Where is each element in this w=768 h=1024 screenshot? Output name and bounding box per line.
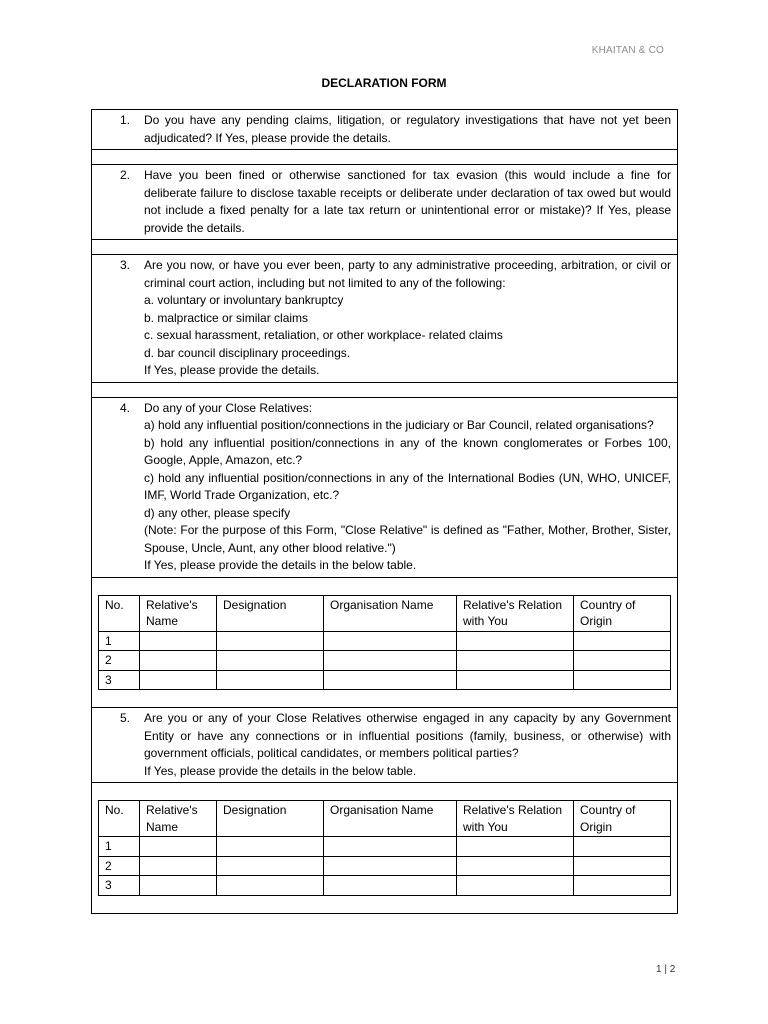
note-text: (Note: For the purpose of this Form, "Close Relative" is defined as "Father, Mother, Brother, Sister, Spouse, Uncle, Aunt, any other blood relative.") [144, 523, 671, 555]
table-cell[interactable] [574, 876, 671, 896]
question-text: Are you or any of your Close Relatives otherwise engaged in any capacity by any Government Entity or have any connections or in influential positions (family, business, or otherwise) with government officials, political candidates, or members political parties? [144, 711, 671, 760]
table-row [99, 651, 671, 671]
table-cell[interactable] [140, 670, 217, 690]
page-number: 1 | 2 [656, 964, 676, 975]
table-cell[interactable] [217, 837, 324, 857]
table-header-row [99, 595, 671, 631]
column-header: Country of Origin [574, 595, 671, 631]
table-cell[interactable] [140, 856, 217, 876]
table-header-row [99, 801, 671, 837]
question-3 [92, 255, 677, 382]
table-cell[interactable] [574, 837, 671, 857]
table-cell[interactable] [457, 670, 574, 690]
column-header: Relative's Relation with You [457, 801, 574, 837]
column-header: Organisation Name [324, 595, 457, 631]
table-row [99, 856, 671, 876]
form-title: DECLARATION FORM [321, 76, 447, 90]
firm-name: KHAITAN & CO [591, 45, 664, 56]
column-header: Relative's Relation with You [457, 595, 574, 631]
row-number: 1 [99, 631, 140, 651]
table-cell[interactable] [140, 631, 217, 651]
list-item: a) hold any influential position/connections in the judiciary or Bar Council, related organisations? [144, 418, 654, 432]
table-cell[interactable] [574, 856, 671, 876]
list-item: d. bar council disciplinary proceedings. [144, 345, 351, 360]
table-row [99, 837, 671, 857]
declaration-form-box [91, 109, 678, 914]
answer-space[interactable] [92, 239, 677, 255]
table-cell[interactable] [217, 876, 324, 896]
column-header: Organisation Name [324, 801, 457, 837]
row-number: 2 [99, 856, 140, 876]
column-header: Designation [217, 595, 324, 631]
question-number: 2. [120, 168, 131, 182]
list-item: b. malpractice or similar claims [144, 310, 309, 325]
table-cell[interactable] [324, 837, 457, 857]
table-cell[interactable] [574, 651, 671, 671]
column-header: Relative's Name [140, 801, 217, 837]
row-number: 2 [99, 651, 140, 671]
table-cell[interactable] [324, 651, 457, 671]
question-number: 3. [120, 258, 131, 272]
table-cell[interactable] [217, 651, 324, 671]
table-row [99, 631, 671, 651]
row-number: 3 [99, 876, 140, 896]
table-cell[interactable] [574, 670, 671, 690]
table-cell[interactable] [140, 876, 217, 896]
answer-space[interactable] [92, 382, 677, 398]
instruction-text: If Yes, please provide the details in the below table. [144, 763, 417, 778]
question-text: Do any of your Close Relatives: [144, 400, 313, 415]
list-item: a. voluntary or involuntary bankruptcy [144, 293, 344, 307]
list-item: d) any other, please specify [144, 505, 291, 520]
question-1 [92, 110, 677, 149]
table-cell[interactable] [457, 651, 574, 671]
table-cell[interactable] [217, 856, 324, 876]
table-cell[interactable] [457, 631, 574, 651]
government-relatives-table [98, 800, 671, 896]
table-cell[interactable] [140, 651, 217, 671]
table-cell[interactable] [574, 631, 671, 651]
question-number: 4. [120, 400, 131, 415]
question-number: 1. [120, 113, 131, 127]
table-cell[interactable] [457, 856, 574, 876]
answer-space[interactable] [92, 149, 677, 165]
table-cell[interactable] [457, 876, 574, 896]
row-number: 3 [99, 670, 140, 690]
table-row [99, 876, 671, 896]
instruction-text: If Yes, please provide the details in the below table. [144, 558, 417, 572]
question-text: Have you been fined or otherwise sanctioned for tax evasion (this would include a fine for deliberate failure to disclose taxable receipts or deliberate under declaration of tax owed but would not include a fixed penalty for a late tax return or unintentional error or mistake)? If Yes, please provide the details. [144, 168, 671, 235]
table-cell[interactable] [324, 876, 457, 896]
question-5 [92, 707, 677, 782]
column-header: No. [99, 801, 140, 837]
question-2 [92, 165, 677, 239]
list-item: c. sexual harassment, retaliation, or other workplace- related claims [144, 328, 503, 342]
table-cell[interactable] [324, 856, 457, 876]
table-cell[interactable] [140, 837, 217, 857]
list-item: b) hold any influential position/connections in any of the known conglomerates or Forbes 100, Google, Apple, Amazon, etc.? [144, 435, 671, 467]
table-cell[interactable] [324, 670, 457, 690]
relatives-table-section [92, 577, 677, 708]
relatives-table [98, 595, 671, 691]
column-header: No. [99, 595, 140, 631]
column-header: Designation [217, 801, 324, 837]
table-cell[interactable] [324, 631, 457, 651]
column-header: Country of Origin [574, 801, 671, 837]
table-cell[interactable] [217, 631, 324, 651]
table-cell[interactable] [457, 837, 574, 857]
table-cell[interactable] [217, 670, 324, 690]
question-text: Are you now, or have you ever been, party to any administrative proceeding, arbitration, or civil or criminal court action, including but not limited to any of the following: [144, 258, 671, 290]
government-relatives-table-section [92, 782, 677, 913]
question-text: Do you have any pending claims, litigation, or regulatory investigations that have not yet been adjudicated? If Yes, please provide the details. [144, 113, 671, 145]
table-row [99, 670, 671, 690]
list-item: c) hold any influential position/connections in any of the International Bodies (UN, WHO, UNICEF, IMF, World Trade Organization, etc.? [144, 470, 671, 502]
instruction-text: If Yes, please provide the details. [144, 363, 320, 377]
question-number: 5. [120, 711, 131, 725]
question-4 [92, 398, 677, 577]
row-number: 1 [99, 837, 140, 857]
column-header: Relative's Name [140, 595, 217, 631]
